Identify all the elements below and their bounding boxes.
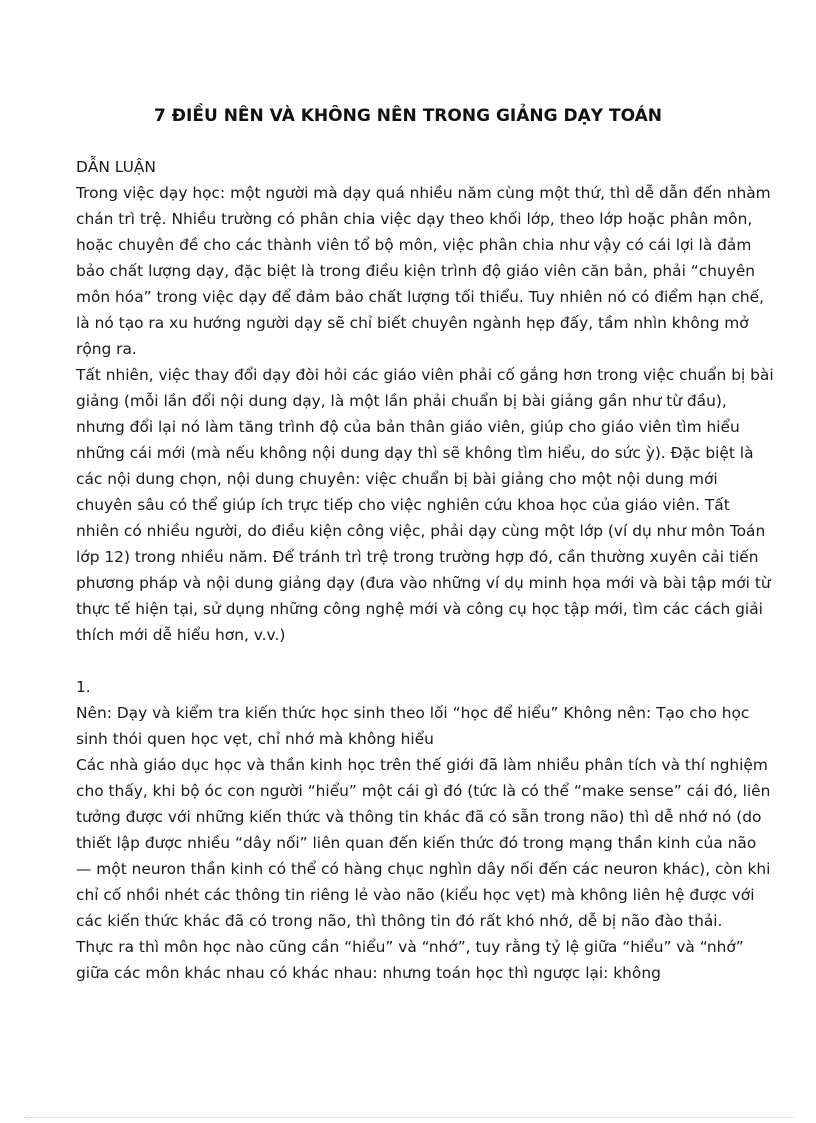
intro-paragraph-2: Tất nhiên, việc thay đổi dạy đòi hỏi các giáo viên phải cố gắng hơn trong việc chuẩn bị bài giảng (mỗi lần đổi nội dung dạy, là một lần phải chuẩn bị bài giảng gần như từ đầu), nhưng đổi lại nó làm tăng trình độ của bản thân giáo viên, giúp cho giáo viên tìm hiểu những cái mới (mà nếu không nội dung dạy thì sẽ không tìm hiểu, do sức ỳ). Đặc biệt là các nội dung chọn, nội dung chuyên: việc chuẩn bị bài giảng cho một nội dung mới chuyên sâu có thể giúp ích trực tiếp cho việc nghiên cứu khoa học của giáo viên. Tất nhiên có nhiều người, do điều kiện công việc, phải dạy cùng một lớp (ví dụ như môn Toán lớp 12) trong nhiều năm. Để tránh trì trệ trong trường hợp đó, cần thường xuyên cải tiến phương pháp và nội dung giảng dạy (đưa vào những ví dụ minh họa mới và bài tập mới từ thực tế hiện tại, sử dụng những công nghệ mới và công cụ học tập mới, tìm các cách giải thích mới dễ hiểu hơn, v.v.) <box>76 366 774 644</box>
paragraph-spacer <box>76 648 776 674</box>
section-1-number: 1. <box>76 678 91 696</box>
document-body <box>76 154 776 986</box>
section-1-paragraph-2: Thực ra thì môn học nào cũng cần “hiểu” và “nhớ”, tuy rằng tỷ lệ giữa “hiểu” và “nhớ” giữa các môn khác nhau có khác nhau: nhưng toán học thì ngược lại: không <box>76 938 744 982</box>
intro-paragraph-1: Trong việc dạy học: một người mà dạy quá nhiều năm cùng một thứ, thì dễ dẫn đến nhàm chán trì trệ. Nhiều trường có phân chia việc dạy theo khối lớp, theo lớp hoặc phân môn, hoặc chuyên đề cho các thành viên tổ bộ môn, việc phân chia như vậy có cái lợi là đảm bảo chất lượng dạy, đặc biệt là trong điều kiện trình độ giáo viên căn bản, phải “chuyên môn hóa” trong việc dạy để đảm bảo chất lượng tối thiểu. Tuy nhiên nó có điểm hạn chế, là nó tạo ra xu hướng người dạy sẽ chỉ biết chuyên ngành hẹp đấy, tầm nhìn không mở rộng ra. <box>76 184 771 358</box>
section-1-paragraph-1: Các nhà giáo dục học và thần kinh học trên thế giới đã làm nhiều phân tích và thí nghiệm cho thấy, khi bộ óc con người “hiểu” một cái gì đó (tức là có thể “make sense” cái đó, liên tưởng được với những kiến thức và thông tin khác đã có sẵn trong não) thì dễ nhớ nó (do thiết lập được nhiều “dây nối” liên quan đến kiến thức đó trong mạng thần kinh của não — một neuron thần kinh có thể có hàng chục nghìn dây nối đến các neuron khác), còn khi chỉ cố nhồi nhét các thông tin riêng lẻ vào não (kiểu học vẹt) mà không liên hệ được với các kiến thức khác đã có trong não, thì thông tin đó rất khó nhớ, dễ bị não đào thải. <box>76 756 771 930</box>
section-1-heading: Nên: Dạy và kiểm tra kiến thức học sinh theo lối “học để hiểu” Không nên: Tạo cho học sinh thói quen học vẹt, chỉ nhớ mà không hiểu <box>76 704 750 748</box>
intro-heading: DẪN LUẬN <box>76 158 156 176</box>
document-title: 7 ĐIỀU NÊN VÀ KHÔNG NÊN TRONG GIẢNG DẠY TOÁN <box>154 106 662 126</box>
page-bottom-divider <box>24 1117 794 1118</box>
